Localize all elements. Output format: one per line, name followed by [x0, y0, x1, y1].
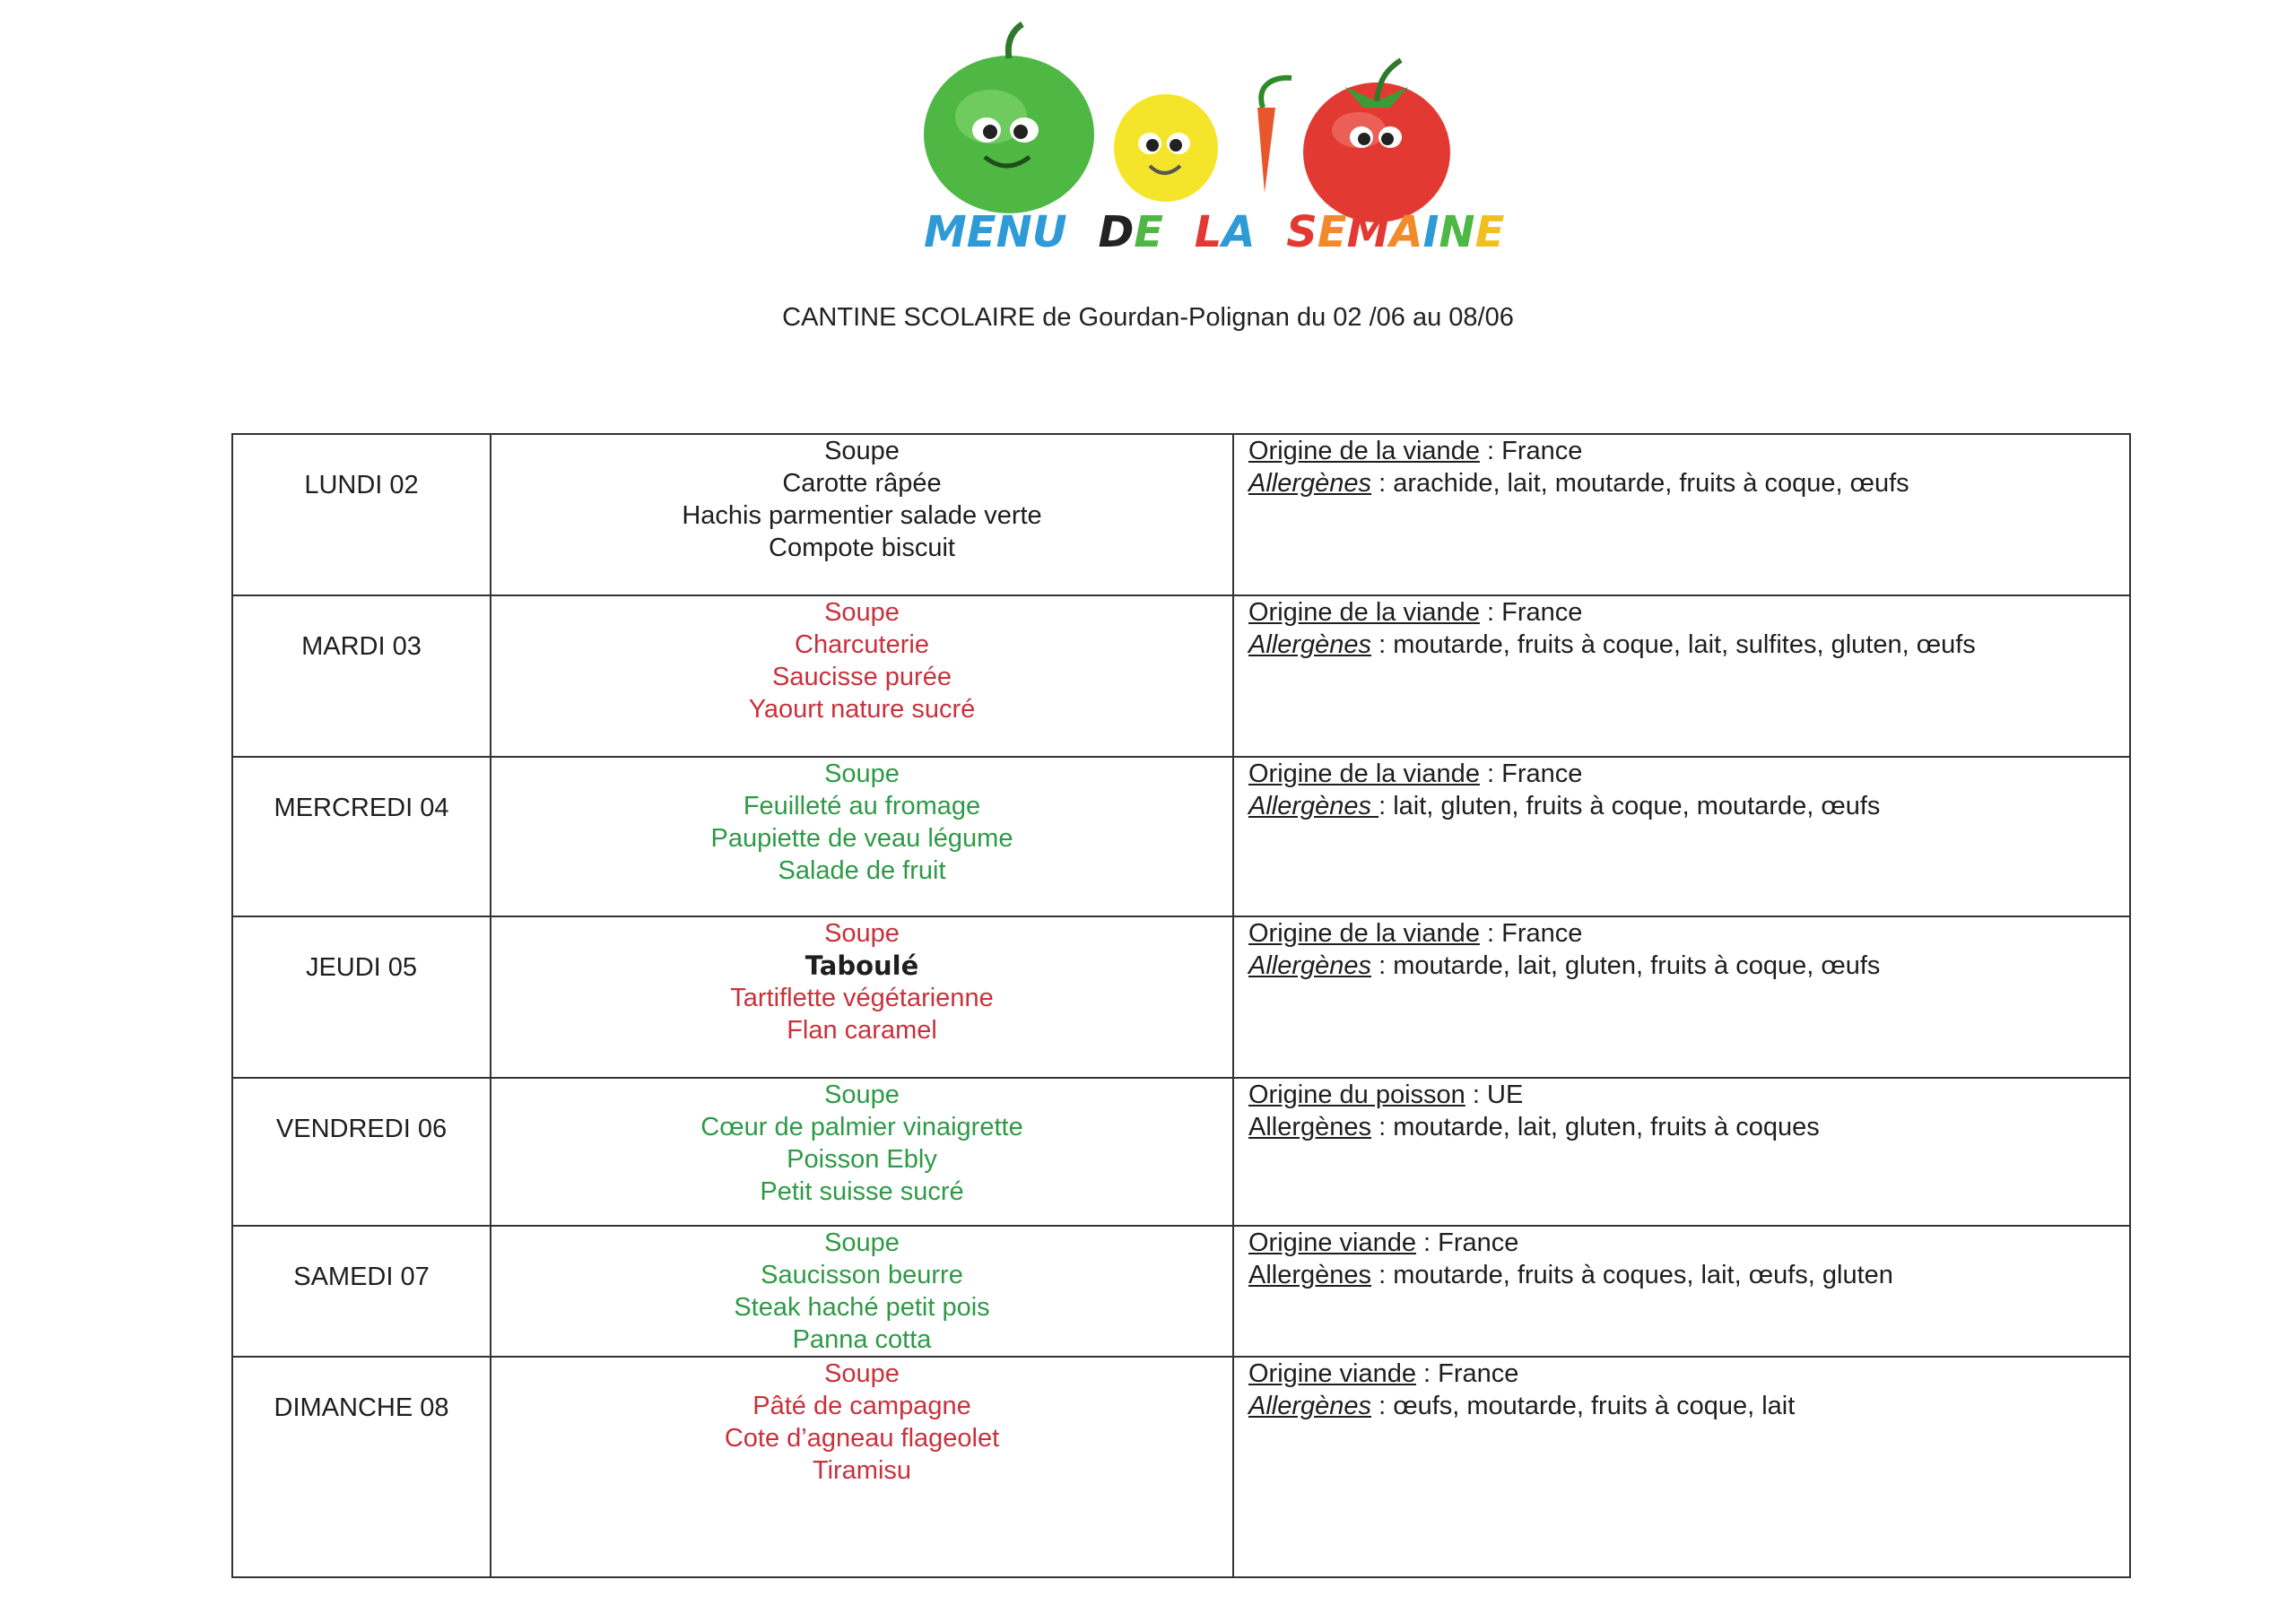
info-cell — [1233, 1078, 2130, 1226]
table-row — [232, 1226, 2130, 1357]
day-cell — [232, 1078, 491, 1226]
dish-item: Tiramisu — [812, 1456, 912, 1485]
dishes-cell — [491, 1078, 1233, 1226]
allergens-line — [1248, 950, 2129, 982]
dish-item: Taboulé — [804, 950, 919, 981]
dish-item: Steak haché petit pois — [734, 1293, 990, 1322]
dish-item: Flan caramel — [787, 1016, 937, 1045]
allergens-line — [1248, 790, 2129, 822]
dishes-cell — [491, 916, 1233, 1078]
allergens-value: : moutarde, fruits à coques, lait, œufs, gluten — [1371, 1261, 1893, 1289]
weekly-menu-table — [231, 433, 2131, 1578]
origin-label: Origine viande — [1248, 1228, 1416, 1257]
day-cell — [232, 434, 491, 595]
origin-value: : France — [1479, 598, 1583, 627]
dish-item: Saucisse purée — [772, 663, 952, 691]
dishes-cell — [491, 757, 1233, 916]
allergens-label: Allergènes — [1248, 630, 1372, 659]
dish-item: Salade de fruit — [778, 856, 946, 885]
origin-label: Origine de la viande — [1248, 437, 1480, 465]
allergens-label: Allergènes — [1248, 951, 1372, 980]
origin-line — [1248, 1079, 2129, 1111]
allergens-line — [1248, 1390, 2129, 1422]
origin-value: : UE — [1465, 1081, 1524, 1109]
table-row — [232, 1078, 2130, 1226]
dish-item: Tartiflette végétarienne — [730, 984, 994, 1012]
fruits-vegetables-logo-icon — [906, 22, 1505, 265]
day-cell — [232, 916, 491, 1078]
info-cell — [1233, 916, 2130, 1078]
allergens-label: Allergènes — [1248, 792, 1379, 820]
dish-item: Soupe — [824, 1081, 900, 1109]
allergens-line — [1248, 467, 2129, 499]
origin-label: Origine de la viande — [1248, 598, 1480, 627]
info-cell — [1233, 595, 2130, 757]
origin-label: Origine viande — [1248, 1359, 1416, 1388]
dish-item: Petit suisse sucré — [760, 1177, 964, 1206]
dish-item: Cote d’agneau flageolet — [724, 1424, 1000, 1453]
day-label: VENDREDI 06 — [275, 1115, 448, 1143]
origin-value: : France — [1416, 1359, 1519, 1388]
dish-item: Poisson Ebly — [787, 1145, 937, 1174]
dish-item: Soupe — [824, 1228, 900, 1257]
origin-line — [1248, 758, 2129, 790]
allergens-label: Allergènes — [1248, 1261, 1372, 1289]
table-row — [232, 595, 2130, 757]
dish-item: Saucisson beurre — [761, 1261, 963, 1289]
dish-item: Paupiette de veau légume — [710, 824, 1013, 853]
allergens-value: : moutarde, fruits à coque, lait, sulfites, gluten, œufs — [1371, 630, 1976, 659]
dish-item: Yaourt nature sucré — [748, 695, 976, 724]
page-title: CANTINE SCOLAIRE de Gourdan-Polignan du 02 /06 au 08/06 — [782, 303, 1514, 332]
day-label: MERCREDI 04 — [274, 794, 449, 822]
dish-item: Soupe — [824, 598, 900, 627]
dish-item: Feuilleté au fromage — [743, 792, 981, 820]
info-cell — [1233, 757, 2130, 916]
allergens-value: : moutarde, lait, gluten, fruits à coques — [1371, 1113, 1820, 1141]
allergens-value: : arachide, lait, moutarde, fruits à coque, œufs — [1371, 469, 1909, 498]
dish-item: Hachis parmentier salade verte — [682, 501, 1042, 530]
table-row — [232, 434, 2130, 595]
dishes-cell — [491, 434, 1233, 595]
allergens-line — [1248, 629, 2129, 661]
origin-value: : France — [1479, 759, 1583, 788]
dish-item: Soupe — [824, 437, 900, 465]
allergens-value: : moutarde, lait, gluten, fruits à coque, œufs — [1371, 951, 1881, 980]
allergens-value: : lait, gluten, fruits à coque, moutarde, œufs — [1378, 792, 1881, 820]
allergens-label: Allergènes — [1248, 1113, 1372, 1141]
day-cell — [232, 1226, 491, 1357]
dishes-cell — [491, 595, 1233, 757]
origin-value: : France — [1416, 1228, 1519, 1257]
svg-text:MENU DE LA S: MENU DE LA SEMAINE — [924, 207, 1505, 257]
day-cell — [232, 1357, 491, 1577]
day-label: LUNDI 02 — [304, 471, 419, 499]
dish-item: Cœur de palmier vinaigrette — [700, 1113, 1023, 1141]
origin-line — [1248, 917, 2129, 950]
dishes-cell — [491, 1226, 1233, 1357]
day-label: MARDI 03 — [301, 632, 422, 661]
table-row — [232, 757, 2130, 916]
allergens-line — [1248, 1259, 2129, 1291]
table-row — [232, 1357, 2130, 1577]
origin-line — [1248, 1358, 2129, 1390]
allergens-label: Allergènes — [1248, 469, 1372, 498]
dish-item: Pâté de campagne — [752, 1392, 971, 1420]
info-cell — [1233, 1226, 2130, 1357]
day-label: DIMANCHE 08 — [274, 1393, 449, 1422]
dish-item: Soupe — [824, 1359, 900, 1388]
origin-line — [1248, 435, 2129, 467]
day-label: SAMEDI 07 — [293, 1263, 430, 1291]
day-cell — [232, 757, 491, 916]
origin-label: Origine de la viande — [1248, 759, 1480, 788]
origin-line — [1248, 1227, 2129, 1259]
dish-item: Soupe — [824, 919, 900, 948]
origin-value: : France — [1479, 437, 1583, 465]
day-label: JEUDI 05 — [305, 953, 418, 982]
dish-item: Carotte râpée — [782, 469, 942, 498]
allergens-label: Allergènes — [1248, 1392, 1372, 1420]
menu-logo — [906, 22, 1505, 265]
dish-item: Soupe — [824, 759, 900, 788]
dish-item: Compote biscuit — [769, 534, 955, 562]
allergens-value: : œufs, moutarde, fruits à coque, lait — [1371, 1392, 1796, 1420]
origin-line — [1248, 596, 2129, 629]
table-row — [232, 916, 2130, 1078]
origin-label: Origine du poisson — [1248, 1081, 1465, 1109]
info-cell — [1233, 1357, 2130, 1577]
dish-item: Panna cotta — [792, 1325, 932, 1354]
day-cell — [232, 595, 491, 757]
dish-item: Charcuterie — [795, 630, 929, 659]
dishes-cell — [491, 1357, 1233, 1577]
allergens-line — [1248, 1111, 2129, 1143]
origin-label: Origine de la viande — [1248, 919, 1480, 948]
origin-value: : France — [1479, 919, 1583, 948]
info-cell — [1233, 434, 2130, 595]
